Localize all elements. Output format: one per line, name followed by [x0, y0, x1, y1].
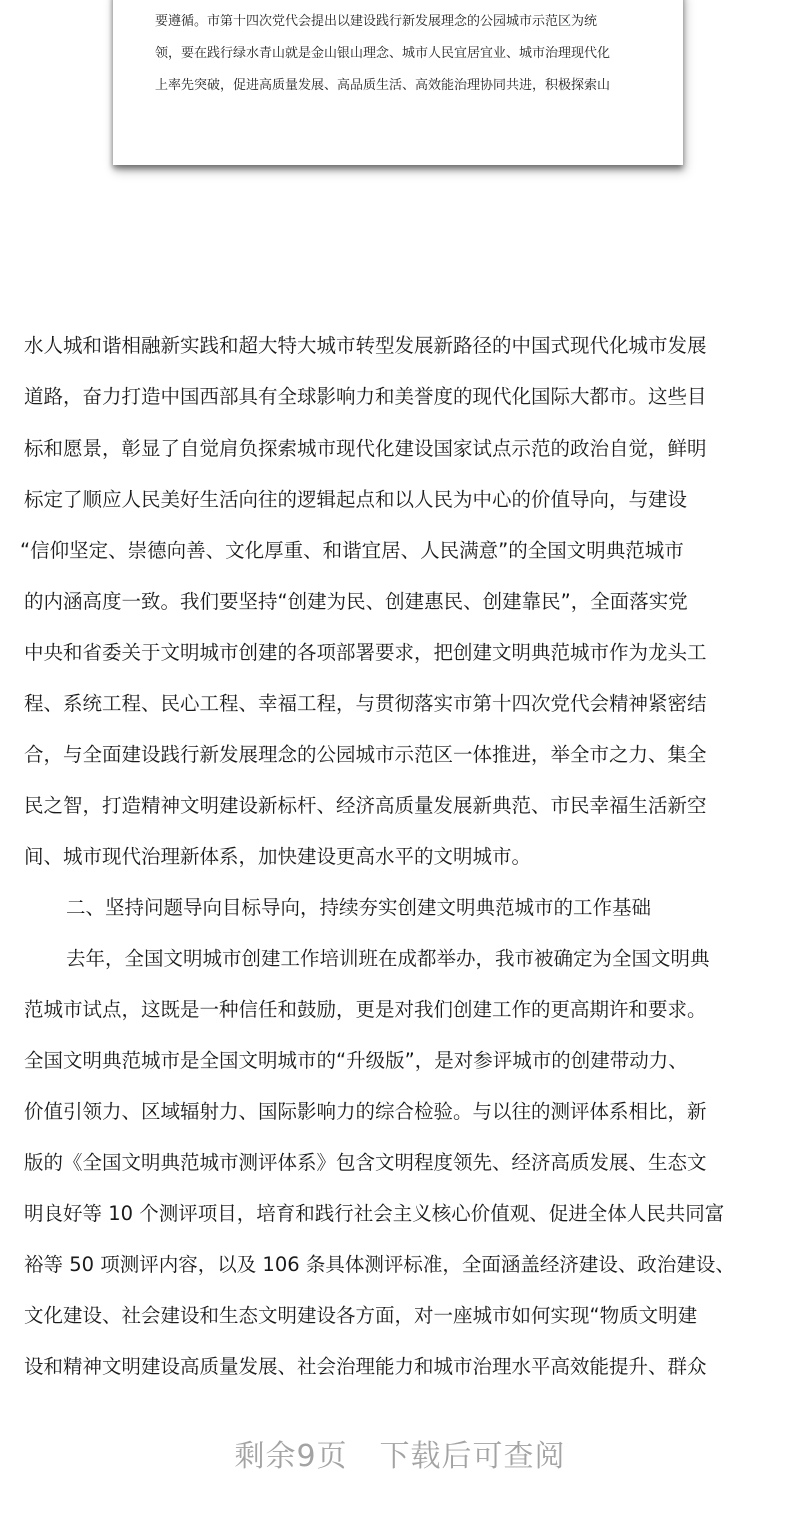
body-text-line: 标定了顺应人民美好生活向往的逻辑起点和以人民为中心的价值导向，与建设 [24, 488, 688, 511]
body-text-line: 全国文明典范城市是全国文明城市的“升级版”，是对参评城市的创建带动力、 [24, 1049, 688, 1072]
preview-text-line: 领，要在践行绿水青山就是金山银山理念、城市人民宜居宜业、城市治理现代化 [155, 46, 611, 61]
body-text-line: 水人城和谐相融新实践和超大特大城市转型发展新路径的中国式现代化城市发展 [24, 334, 707, 357]
section-heading: 二、坚持问题导向目标导向，持续夯实创建文明典范城市的工作基础 [66, 896, 652, 919]
body-text-line: 间、城市现代治理新体系，加快建设更高水平的文明城市。 [24, 845, 532, 868]
body-text-line: 明良好等 10 个测评项目，培育和践行社会主义核心价值观、促进全体人民共同富 [24, 1202, 725, 1225]
download-to-view-text[interactable]: 下载后可查阅 [379, 1439, 566, 1474]
preview-text-line: 要遵循。市第十四次党代会提出以建设践行新发展理念的公园城市示范区为统 [155, 14, 598, 29]
download-prompt[interactable] [0, 1437, 800, 1477]
body-text-line: 标和愿景，彰显了自觉肩负探索城市现代化建设国家试点示范的政治自觉，鲜明 [24, 437, 707, 460]
body-text-line: 设和精神文明建设高质量发展、社会治理能力和城市治理水平高效能提升、群众 [24, 1355, 707, 1378]
body-text-line: 价值引领力、区域辐射力、国际影响力的综合检验。与以往的测评体系相比，新 [24, 1100, 707, 1123]
body-text-line: 文化建设、社会建设和生态文明建设各方面，对一座城市如何实现“物质文明建 [24, 1304, 698, 1327]
preview-text-line: 上率先突破，促进高质量发展、高品质生活、高效能治理协同共进，积极探索山 [155, 78, 611, 93]
body-text-line: 去年，全国文明城市创建工作培训班在成都举办，我市被确定为全国文明典 [66, 947, 710, 970]
body-text-line: 的内涵高度一致。我们要坚持“创建为民、创建惠民、创建靠民”，全面落实党 [24, 590, 688, 613]
body-text-line: 范城市试点，这既是一种信任和鼓励，更是对我们创建工作的更高期许和要求。 [24, 998, 707, 1021]
body-text-line: 中央和省委关于文明城市创建的各项部署要求，把创建文明典范城市作为龙头工 [24, 641, 707, 664]
body-text-line: 裕等 50 项测评内容，以及 106 条具体测评标准，全面涵盖经济建设、政治建设、 [24, 1253, 735, 1276]
body-text-line: 程、系统工程、民心工程、幸福工程，与贯彻落实市第十四次党代会精神紧密结 [24, 692, 707, 715]
body-text-line: 版的《全国文明典范城市测评体系》包含文明程度领先、经济高质发展、生态文 [24, 1151, 707, 1174]
body-text-line: “信仰坚定、崇德向善、文化厚重、和谐宜居、人民满意”的全国文明典范城市 [20, 539, 684, 562]
body-text-line: 合，与全面建设践行新发展理念的公园城市示范区一体推进，举全市之力、集全 [24, 743, 707, 766]
body-text-line: 民之智，打造精神文明建设新标杆、经济高质量发展新典范、市民幸福生活新空 [24, 794, 707, 817]
body-text-line: 道路，奋力打造中国西部具有全球影响力和美誉度的现代化国际大都市。这些目 [24, 385, 707, 408]
page-preview-card [113, 0, 683, 165]
remaining-pages-text[interactable]: 剩余9页 [234, 1439, 348, 1474]
